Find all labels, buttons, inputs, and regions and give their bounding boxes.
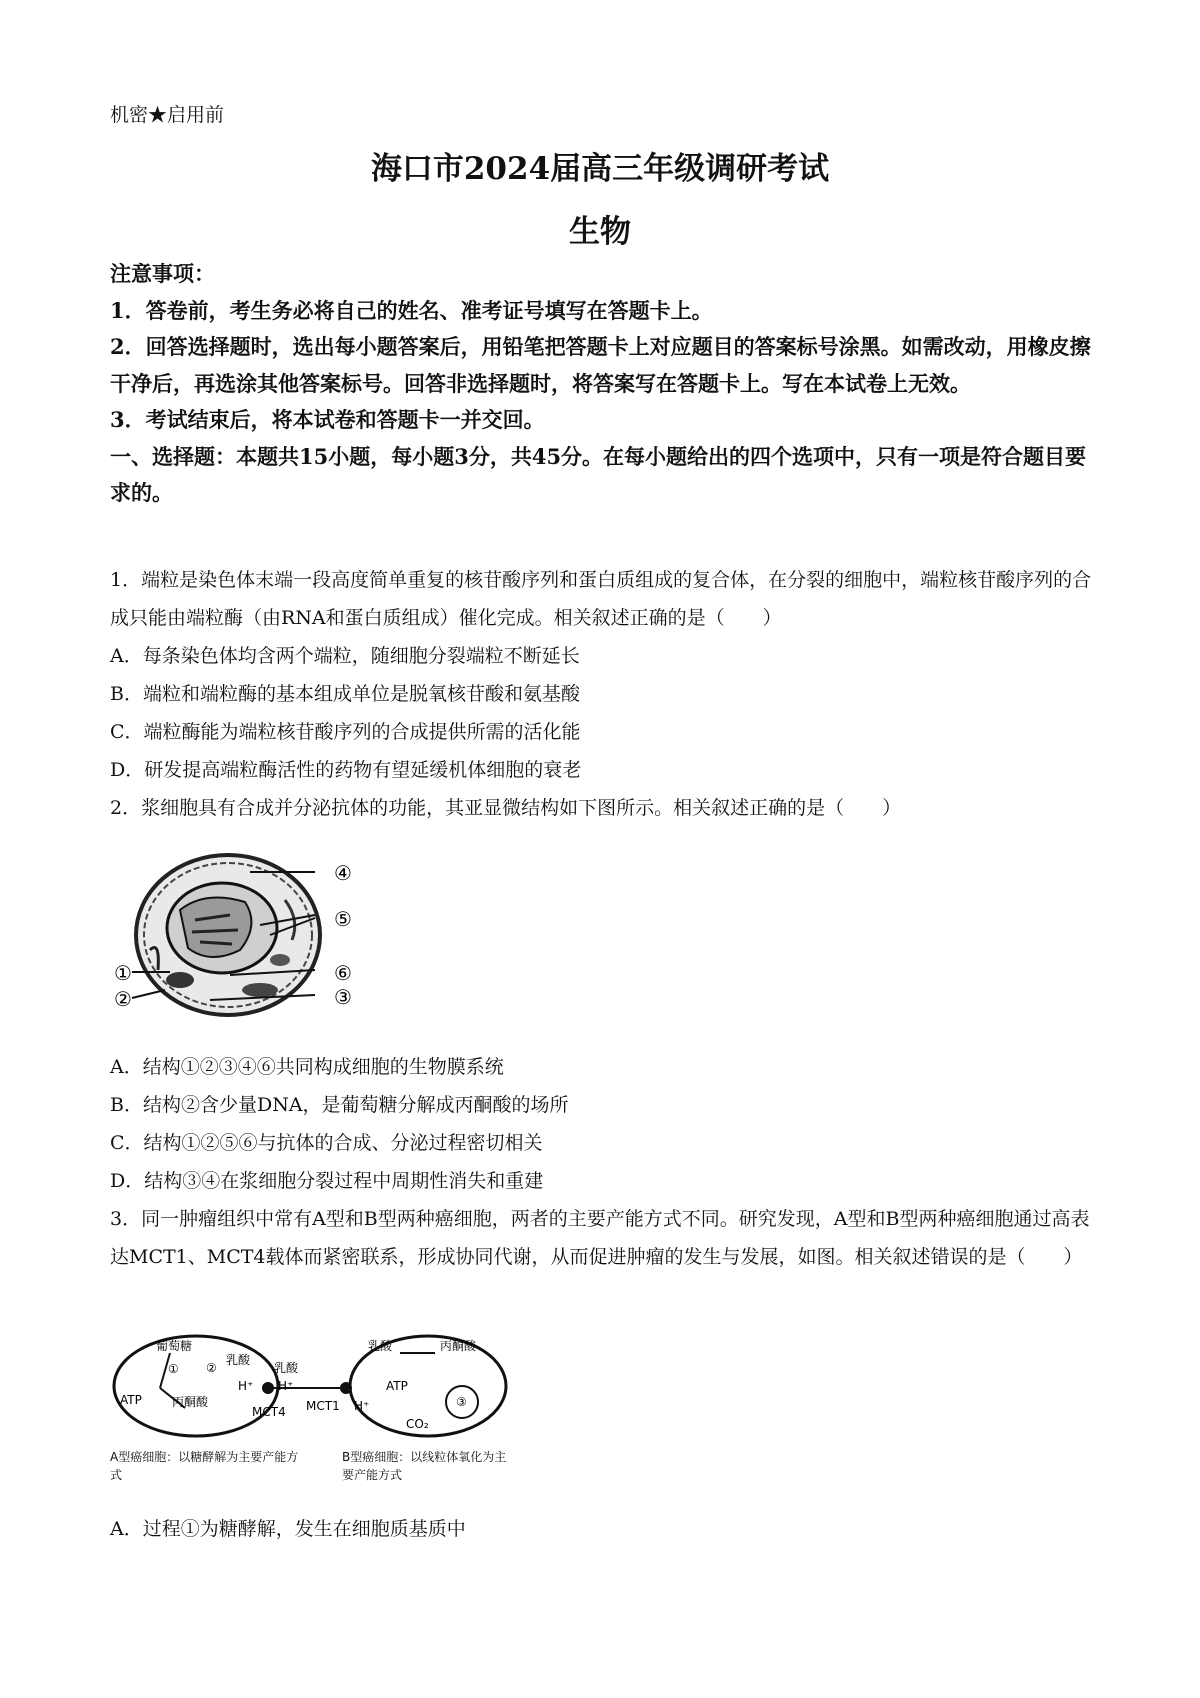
label-1: ① [114, 961, 132, 985]
mct4-label: MCT4 [252, 1405, 286, 1419]
atp-label-a: ATP [120, 1393, 142, 1407]
h-label-b: H⁺ [354, 1399, 370, 1413]
plasma-cell-figure [110, 840, 370, 1030]
exam-title: 海口市2024届高三年级调研考试 [370, 151, 830, 187]
question-2-options [110, 1048, 1105, 1276]
question-1 [110, 561, 1105, 827]
question-stem: 2．浆细胞具有合成并分泌抗体的功能，其亚显微结构如下图所示。相关叙述正确的是（ ） [110, 797, 902, 819]
pyruvate-label-a: 丙酮酸 [172, 1395, 209, 1409]
instruction-item: 1．答卷前，考生务必将自己的姓名、准考证号填写在答题卡上。 [110, 297, 713, 323]
atp-label-b: ATP [386, 1379, 408, 1393]
process-1-label: ① [168, 1362, 179, 1376]
option-c: C．结构①②⑤⑥与抗体的合成、分泌过程密切相关 [110, 1132, 543, 1154]
co2-label: CO₂ [406, 1417, 429, 1431]
option-c: C．端粒酶能为端粒核苷酸序列的合成提供所需的活化能 [110, 721, 581, 743]
instructions-heading: 注意事项： [110, 261, 215, 286]
glucose-label: 葡萄糖 [156, 1339, 193, 1353]
option-a: A．每条染色体均含两个端粒，随细胞分裂端粒不断延长 [110, 645, 580, 667]
label-4: ④ [334, 861, 352, 885]
question-stem: 1．端粒是染色体末端一段高度简单重复的核苷酸序列和蛋白质组成的复合体，在分裂的细胞中，端粒核苷酸序列的合成只能由端粒酶（由RNA和蛋白质组成）催化完成。相关叙述正确的是（ ） [110, 569, 1092, 629]
instructions [110, 256, 1100, 512]
lactate-label-b: 乳酸 [368, 1339, 393, 1353]
question-3-options [110, 1510, 1105, 1548]
label-3: ③ [334, 985, 352, 1009]
metabolism-figure [110, 1328, 510, 1490]
option-d: D．结构③④在浆细胞分裂过程中周期性消失和重建 [110, 1170, 544, 1192]
pyruvate-label-b: 丙酮酸 [440, 1339, 477, 1353]
process-3-label: ③ [456, 1395, 467, 1409]
instruction-item: 3．考试结束后，将本试卷和答题卡一并交回。 [110, 407, 545, 432]
cell-a-caption: A型癌细胞：以糖酵解为主要产能方式 [110, 1450, 299, 1482]
question-stem: 3．同一肿瘤组织中常有A型和B型两种癌细胞，两者的主要产能方式不同。研究发现，A型和B型两种癌细胞通过高表达MCT1、MCT4载体而紧密联系，形成协同代谢，从而促进肿瘤的发生与发展，如图。相关叙述错误的是（ ） [110, 1208, 1090, 1268]
h-label-mid: H⁺ [278, 1379, 294, 1393]
plasma-cell-diagram [110, 840, 370, 1030]
lactate-label-a: 乳酸 [226, 1353, 251, 1367]
cell-b-caption: B型癌细胞：以线粒体氧化为主要产能方式 [342, 1450, 507, 1482]
option-d: D．研发提高端粒酶活性的药物有望延缓机体细胞的衰老 [110, 759, 582, 781]
label-2: ② [114, 987, 132, 1011]
mct1-label: MCT1 [306, 1399, 340, 1413]
subject-title: 生物 [569, 214, 631, 250]
option-a: A．过程①为糖酵解，发生在细胞质基质中 [110, 1518, 466, 1540]
option-a: A．结构①②③④⑥共同构成细胞的生物膜系统 [110, 1056, 504, 1078]
instruction-item: 2．回答选择题时，选出每小题答案后，用铅笔把答题卡上对应题目的答案标号涂黑。如需改动，用橡皮擦干净后，再选涂其他答案标号。回答非选择题时，将答案写在答题卡上。写在本试卷上无效。 [110, 334, 1091, 396]
h-label-a: H⁺ [238, 1379, 254, 1393]
option-b: B．结构②含少量DNA，是葡萄糖分解成丙酮酸的场所 [110, 1094, 569, 1116]
section-heading: 一、选择题：本题共15小题，每小题3分，共45分。在每小题给出的四个选项中，只有一项是符合题目要求的。 [110, 443, 1087, 505]
label-5: ⑤ [334, 907, 352, 931]
lactate-label-mid: 乳酸 [274, 1361, 299, 1375]
label-6: ⑥ [334, 961, 352, 985]
confidential-mark: 机密★启用前 [110, 104, 225, 126]
option-b: B．端粒和端粒酶的基本组成单位是脱氧核苷酸和氨基酸 [110, 683, 580, 705]
process-2-label: ② [206, 1361, 217, 1375]
